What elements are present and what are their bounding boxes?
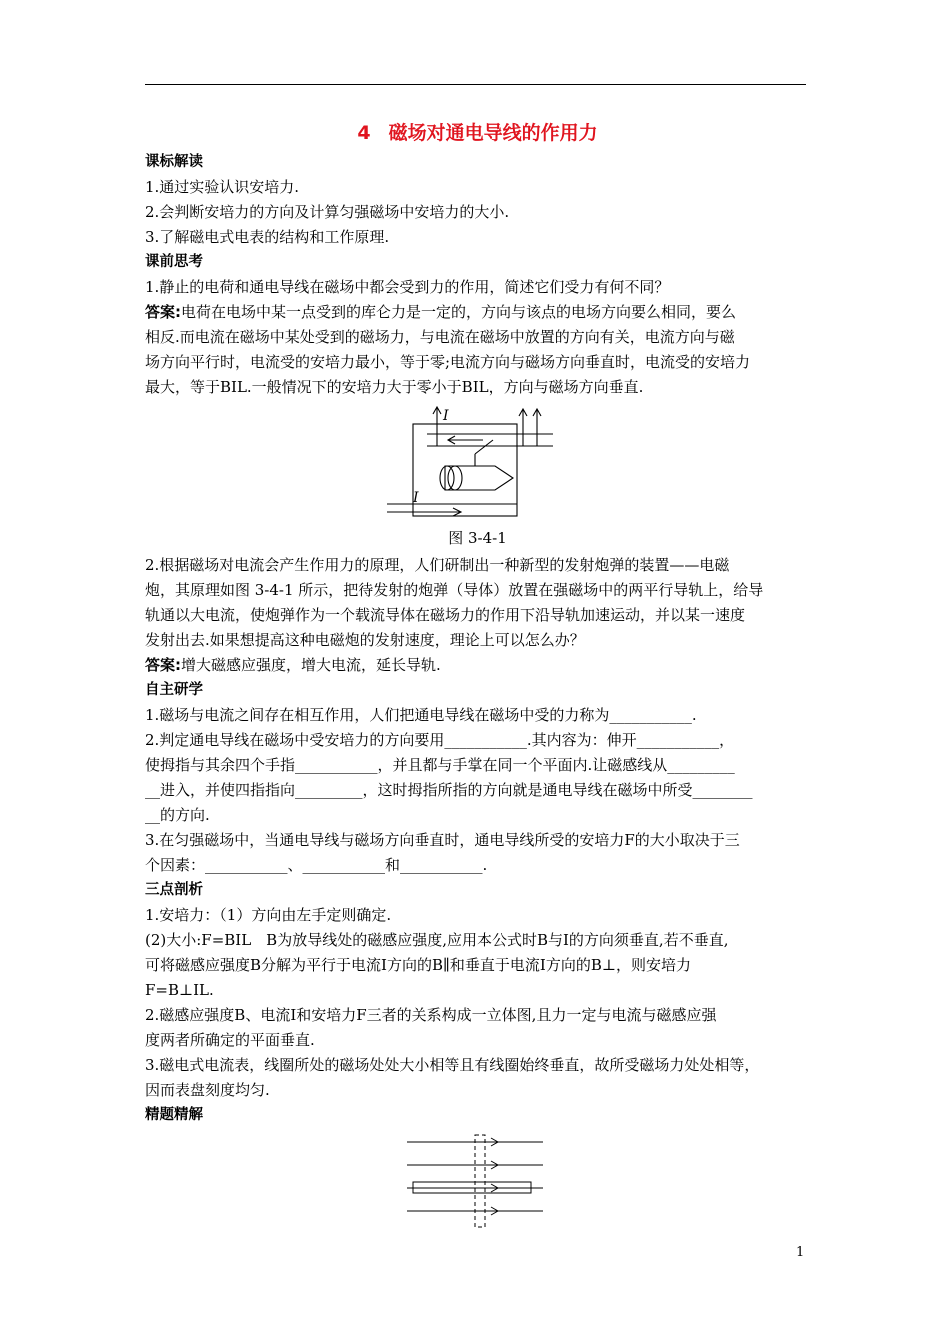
answer-1-line: 相反.而电流在磁场中某处受到的磁场力，与电流在磁场中放置的方向有关，电流方向与磁 <box>145 328 735 346</box>
sandian-line: 因而表盘刻度均匀. <box>145 1081 270 1099</box>
answer-1-line <box>145 300 810 325</box>
page-content <box>145 118 810 1232</box>
sandian-line: 度两者所确定的平面垂直. <box>145 1031 315 1049</box>
answer-2-text: 增大磁感应强度，增大电流，延长导轨. <box>181 656 441 674</box>
zizhu-line: 2.判定通电导线在磁场中受安培力的方向要用___________.其内容为：伸开___________， <box>145 731 735 749</box>
railgun-diagram <box>145 404 810 522</box>
answer-1-line: 场方向平行时，电流受的安培力最小，等于零;电流方向与磁场方向垂直时，电流受的安培力 <box>145 353 751 371</box>
page-number: 1 <box>796 1245 805 1260</box>
answer-label: 答案: <box>145 303 181 321</box>
kebiao-item: 3.了解磁电式电表的结构和工作原理. <box>145 228 390 246</box>
sandian-line: 可将磁感应强度B分解为平行于电流I方向的B∥和垂直于电流I方向的B⊥，则安培力 <box>145 956 691 974</box>
section-heading-jingti: 精题精解 <box>145 1107 203 1123</box>
question-2-line: 轨通以大电流，使炮弹作为一个载流导体在磁场力的作用下沿导轨加速运动，并以某一速度 <box>145 606 746 624</box>
question-2-line: 2.根据磁场对电流会产生作用力的原理，人们研制出一种新型的发射炮弹的装置——电磁 <box>145 556 730 574</box>
section-heading-zizhu: 自主研学 <box>145 682 203 698</box>
answer-1-text: 电荷在电场中某一点受到的库仑力是一定的，方向与该点的电场方向要么相同，要么 <box>181 303 737 321</box>
kebiao-item: 2.会判断安培力的方向及计算匀强磁场中安培力的大小. <box>145 203 510 221</box>
current-label-top: I <box>443 408 449 424</box>
field-lines-diagram <box>145 1132 810 1232</box>
question-1: 1.静止的电荷和通电导线在磁场中都会受到力的作用，简述它们受力有何不同？ <box>145 278 670 296</box>
kebiao-item: 1.通过实验认识安培力. <box>145 178 300 196</box>
sandian-line: F=B⊥IL. <box>145 981 214 999</box>
zizhu-line: __的方向. <box>145 806 210 824</box>
title-number: 4 <box>357 122 371 144</box>
question-2-line: 炮，其原理如图 3-4-1 所示，把待发射的炮弹（导体）放置在强磁场中的两平行导轨上，给导 <box>145 581 764 599</box>
section-heading-sandian: 三点剖析 <box>145 882 203 898</box>
answer-1-line: 最大，等于BIL.一般情况下的安培力大于零小于BIL，方向与磁场方向垂直. <box>145 378 644 396</box>
answer-label: 答案: <box>145 656 181 674</box>
zizhu-line: 个因素：___________、___________和___________. <box>145 856 488 874</box>
sandian-line: (2)大小:F=BIL B为放导线处的磁感应强度,应用本公式时B与I的方向须垂直,若不垂直, <box>145 931 729 949</box>
sandian-line: 1.安培力：（1）方向由左手定则确定. <box>145 906 392 924</box>
zizhu-line: 3.在匀强磁场中，当通电导线与磁场方向垂直时，通电导线所受的安培力F的大小取决于三 <box>145 831 740 849</box>
title-text: 磁场对通电导线的作用力 <box>388 122 598 144</box>
sandian-line: 2.磁感应强度B、电流I和安培力F三者的关系构成一立体图,且力一定与电流与磁感应强 <box>145 1006 717 1024</box>
answer-2 <box>145 653 810 678</box>
page-title <box>145 118 810 148</box>
sandian-line: 3.磁电式电流表，线圈所处的磁场处处大小相等且有线圈始终垂直，故所受磁场力处处相等， <box>145 1056 760 1074</box>
current-label-bottom: I <box>413 490 419 506</box>
zizhu-line: 1.磁场与电流之间存在相互作用，人们把通电导线在磁场中受的力称为___________. <box>145 706 697 724</box>
zizhu-line: 使拇指与其余四个手指___________，并且都与手掌在同一个平面内.让磁感线从_________ <box>145 756 735 774</box>
figure-railgun <box>145 404 810 522</box>
header-rule <box>145 84 806 85</box>
zizhu-line: __进入，并使四指指向_________，这时拇指所指的方向就是通电导线在磁场中所受________ <box>145 781 753 799</box>
section-heading-kebiao: 课标解读 <box>145 154 203 170</box>
figure-field-lines <box>145 1132 810 1232</box>
section-heading-kiqian: 课前思考 <box>145 254 203 270</box>
question-2-line: 发射出去.如果想提高这种电磁炮的发射速度，理论上可以怎么办？ <box>145 631 585 649</box>
figure-caption: 图 3-4-1 <box>448 529 507 547</box>
